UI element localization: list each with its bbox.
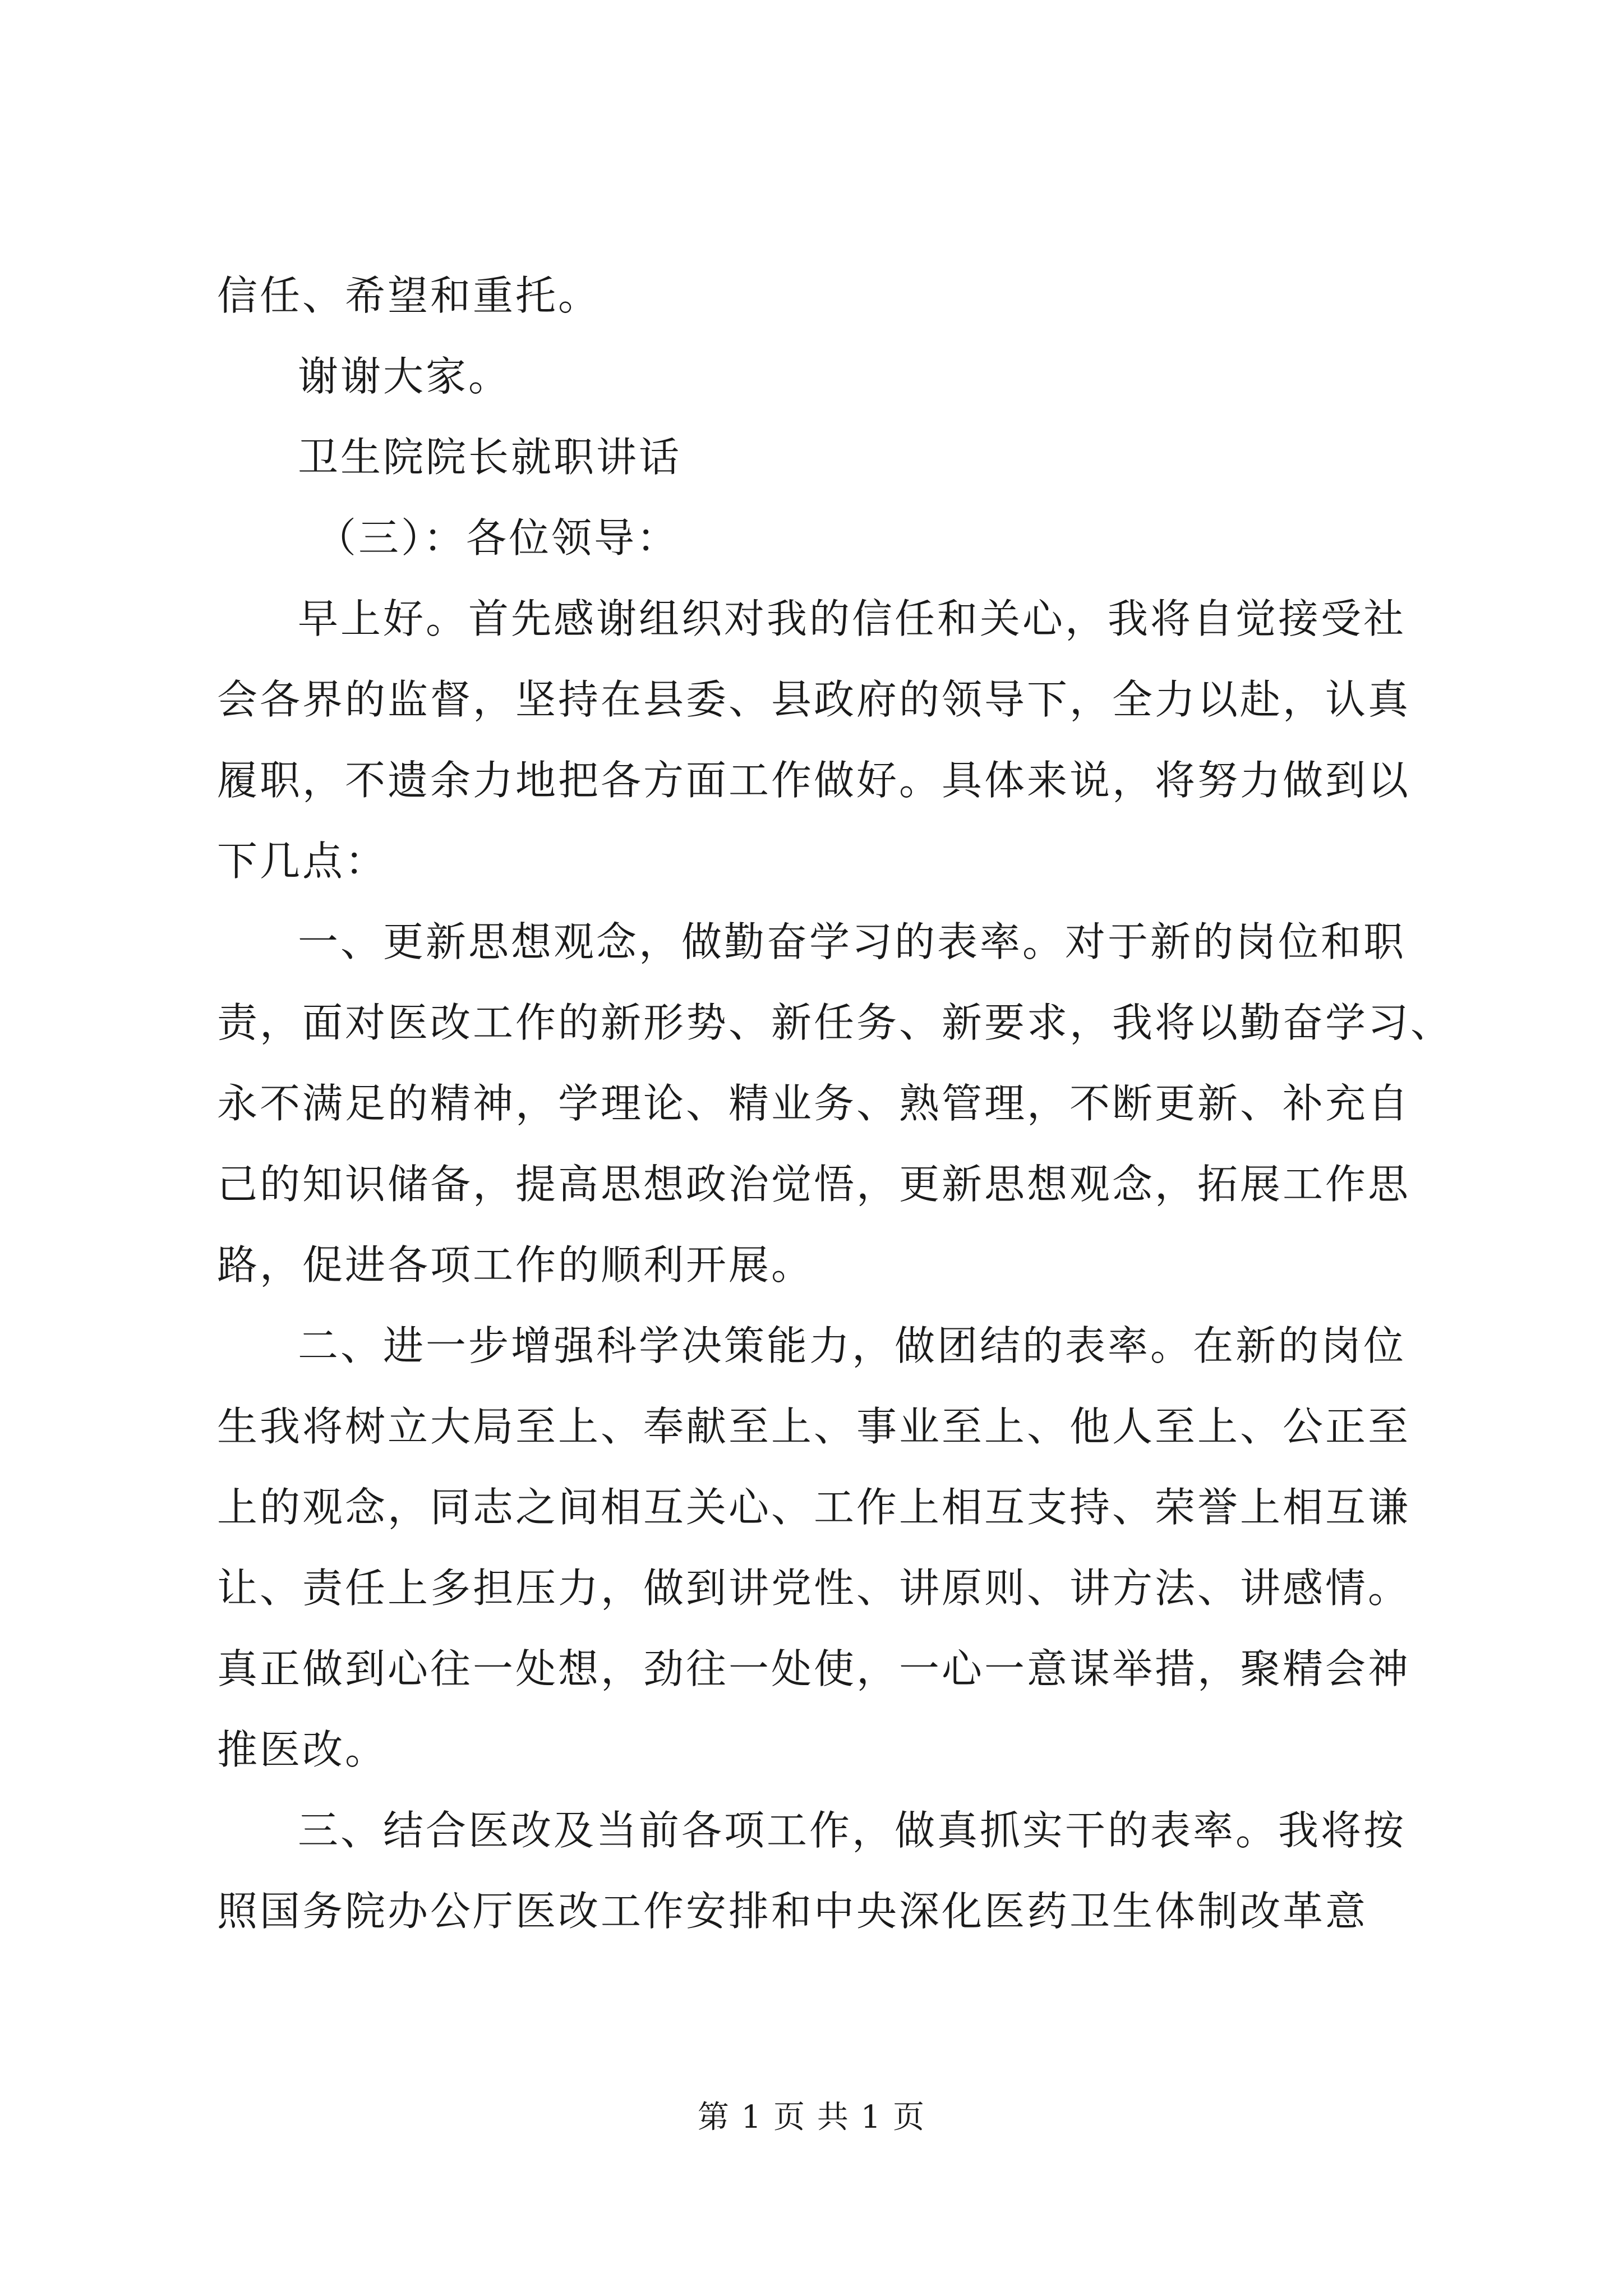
paragraph-line: 三、结合医改及当前各项工作，做真抓实干的表率。我将按 (298, 1807, 1407, 1854)
paragraph-line: 让、责任上多担压力，做到讲党性、讲原则、讲方法、讲感情。 (217, 1565, 1411, 1612)
paragraph-line: 己的知识储备，提高思想政治觉悟，更新思想观念，拓展工作思 (217, 1161, 1411, 1208)
paragraph-line: 照国务院办公厅医改工作安排和中央深化医药卫生体制改革意 (217, 1888, 1368, 1935)
paragraph-line: 早上好。首先感谢组织对我的信任和关心，我将自觉接受社 (298, 595, 1407, 642)
paragraph-line: 路，促进各项工作的顺利开展。 (217, 1241, 814, 1289)
paragraph-line: 一、更新思想观念，做勤奋学习的表率。对于新的岗位和职 (298, 918, 1407, 965)
closing-thanks: 谢谢大家。 (298, 353, 511, 400)
document-body (217, 255, 1454, 1952)
paragraph-line: 履职，不遗余力地把各方面工作做好。具体来说，将努力做到以 (217, 757, 1411, 804)
paragraph-line: 会各界的监督，坚持在县委、县政府的领导下，全力以赴，认真 (217, 676, 1411, 723)
paragraph-line: 生我将树立大局至上、奉献至上、事业至上、他人至上、公正至 (217, 1403, 1411, 1450)
paragraph-continuation: 信任、希望和重托。 (217, 272, 601, 319)
section-title: 卫生院院长就职讲话 (298, 434, 682, 481)
paragraph-line: 真正做到心往一处想，劲往一处使，一心一意谋举措，聚精会神 (217, 1645, 1411, 1692)
salutation: （三）：各位领导： (316, 514, 680, 562)
paragraph-line: 二、进一步增强科学决策能力，做团结的表率。在新的岗位 (298, 1322, 1407, 1369)
paragraph-line: 下几点： (217, 838, 388, 885)
paragraph-line: 责，面对医改工作的新形势、新任务、新要求，我将以勤奋学习、 (217, 999, 1454, 1046)
page-footer: 第 1 页 共 1 页 (697, 2099, 926, 2136)
paragraph-line: 推医改。 (217, 1726, 388, 1773)
paragraph-line: 上的观念，同志之间相互关心、工作上相互支持、荣誉上相互谦 (217, 1484, 1411, 1531)
paragraph-line: 永不满足的精神，学理论、精业务、熟管理，不断更新、补充自 (217, 1080, 1411, 1127)
